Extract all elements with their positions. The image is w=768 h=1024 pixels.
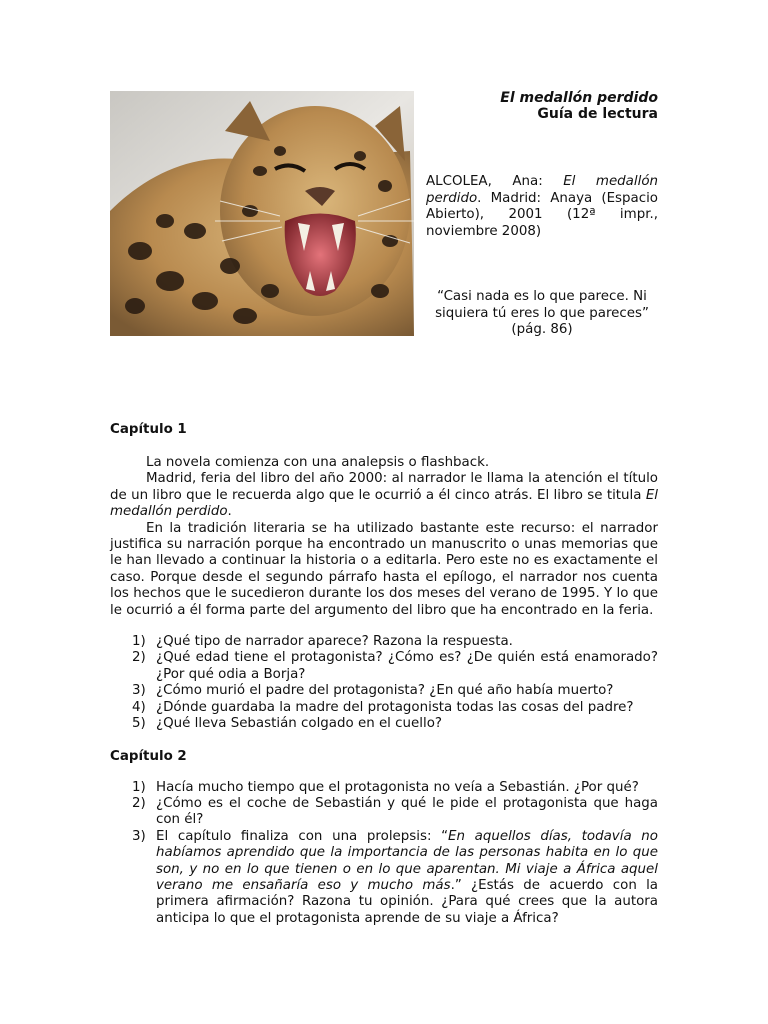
question-item (110, 829, 658, 927)
reference-details: . Madrid: Anaya (Espacio Abierto), 2001 (12ª impr., noviembre 2008) (426, 190, 658, 239)
paragraph-2-book-title: El medallón perdido (110, 487, 658, 520)
chapter-1-paragraph-2 (110, 471, 658, 520)
paragraph-2-end: . (227, 504, 232, 520)
chapter-1-paragraph-3: En la tradición literaria se ha utilizado bastante este recurso: el narrador justifica su narración porque ha encontrado un manuscrito o unas memorias que le han llevado a continuar la historia o a editarla. Pero este no es exactamente el caso. Porque desde el segundo párrafo hasta el epílogo, el narrador nos cuenta los hechos que le sucedieron durante los dos meses del verano de 1995. Y lo que le ocurrió a él forma parte del argumento del libro que ha encontrado en la feria. (110, 520, 658, 618)
question-item (110, 780, 658, 796)
question-number: 1) (132, 634, 146, 650)
title-block (420, 90, 658, 122)
question-number: 3) (132, 828, 146, 844)
question-text-end: .” ¿Estás de acuerdo con la primera afirmación? Razona tu opinión. ¿Para qué crees que la autora anticipa lo que el protagonista aprende de su viaje a África? (156, 877, 658, 926)
document-title: El medallón perdido (500, 90, 658, 106)
question-text: ¿Qué tipo de narrador aparece? Razona la respuesta. (156, 634, 513, 650)
chapter-1-heading: Capítulo 1 (110, 422, 187, 437)
question-text: El capítulo finaliza con una prolepsis: “ (156, 828, 449, 844)
question-quote: En aquellos días, todavía no habíamos aprendido que la importancia de las personas habita en lo que son, y no en lo que tienen o en lo que aparentan. Mi viaje a África aquel verano me ensañaría eso y mucho más (156, 828, 658, 893)
question-number: 1) (132, 779, 146, 795)
question-text: ¿Qué lleva Sebastián colgado en el cuello? (156, 716, 442, 732)
chapter-1-questions (110, 634, 658, 732)
document-subtitle: Guía de lectura (537, 106, 658, 122)
question-item (110, 796, 658, 829)
chapter-1-paragraph-1: La novela comienza con una analepsis o flashback. (146, 455, 490, 470)
question-number: 3) (132, 683, 146, 699)
body-text (110, 421, 658, 927)
question-text: ¿Dónde guardaba la madre del protagonista todas las cosas del padre? (156, 699, 634, 715)
reference-book-title: El medallón perdido (426, 174, 659, 206)
epigraph-quote (426, 289, 658, 339)
question-number: 2) (132, 650, 146, 666)
question-item (110, 634, 658, 650)
question-item (110, 650, 658, 683)
question-text: Hacía mucho tiempo que el protagonista no veía a Sebastián. ¿Por qué? (156, 779, 639, 795)
chapter-2-heading: Capítulo 2 (110, 748, 187, 764)
question-item (110, 716, 658, 732)
question-number: 5) (132, 716, 146, 732)
bibliographic-reference (426, 174, 658, 240)
question-text: ¿Cómo es el coche de Sebastián y qué le pide el protagonista que haga con él? (156, 795, 658, 828)
paragraph-2-text: Madrid, feria del libro del año 2000: al narrador le llama la atención el título de un libro que le recuerda algo que le ocurrió a él cinco atrás. El libro se titula (110, 471, 658, 503)
leopard-illustration (110, 91, 414, 336)
quote-page: (pág. 86) (511, 322, 573, 337)
reference-author: ALCOLEA, Ana: (426, 174, 564, 189)
question-number: 2) (132, 795, 146, 811)
question-number: 4) (132, 699, 146, 715)
leopard-photo (110, 91, 414, 336)
question-item (110, 683, 658, 699)
quote-text: “Casi nada es lo que parece. Ni siquiera tú eres lo que pareces” (435, 289, 649, 321)
question-text: ¿Cómo murió el padre del protagonista? ¿En qué año había muerto? (156, 683, 614, 699)
question-text: ¿Qué edad tiene el protagonista? ¿Cómo es? ¿De quién está enamorado? ¿Por qué odia a Borja? (156, 650, 658, 682)
question-item (110, 700, 658, 716)
chapter-2-questions (110, 780, 658, 928)
